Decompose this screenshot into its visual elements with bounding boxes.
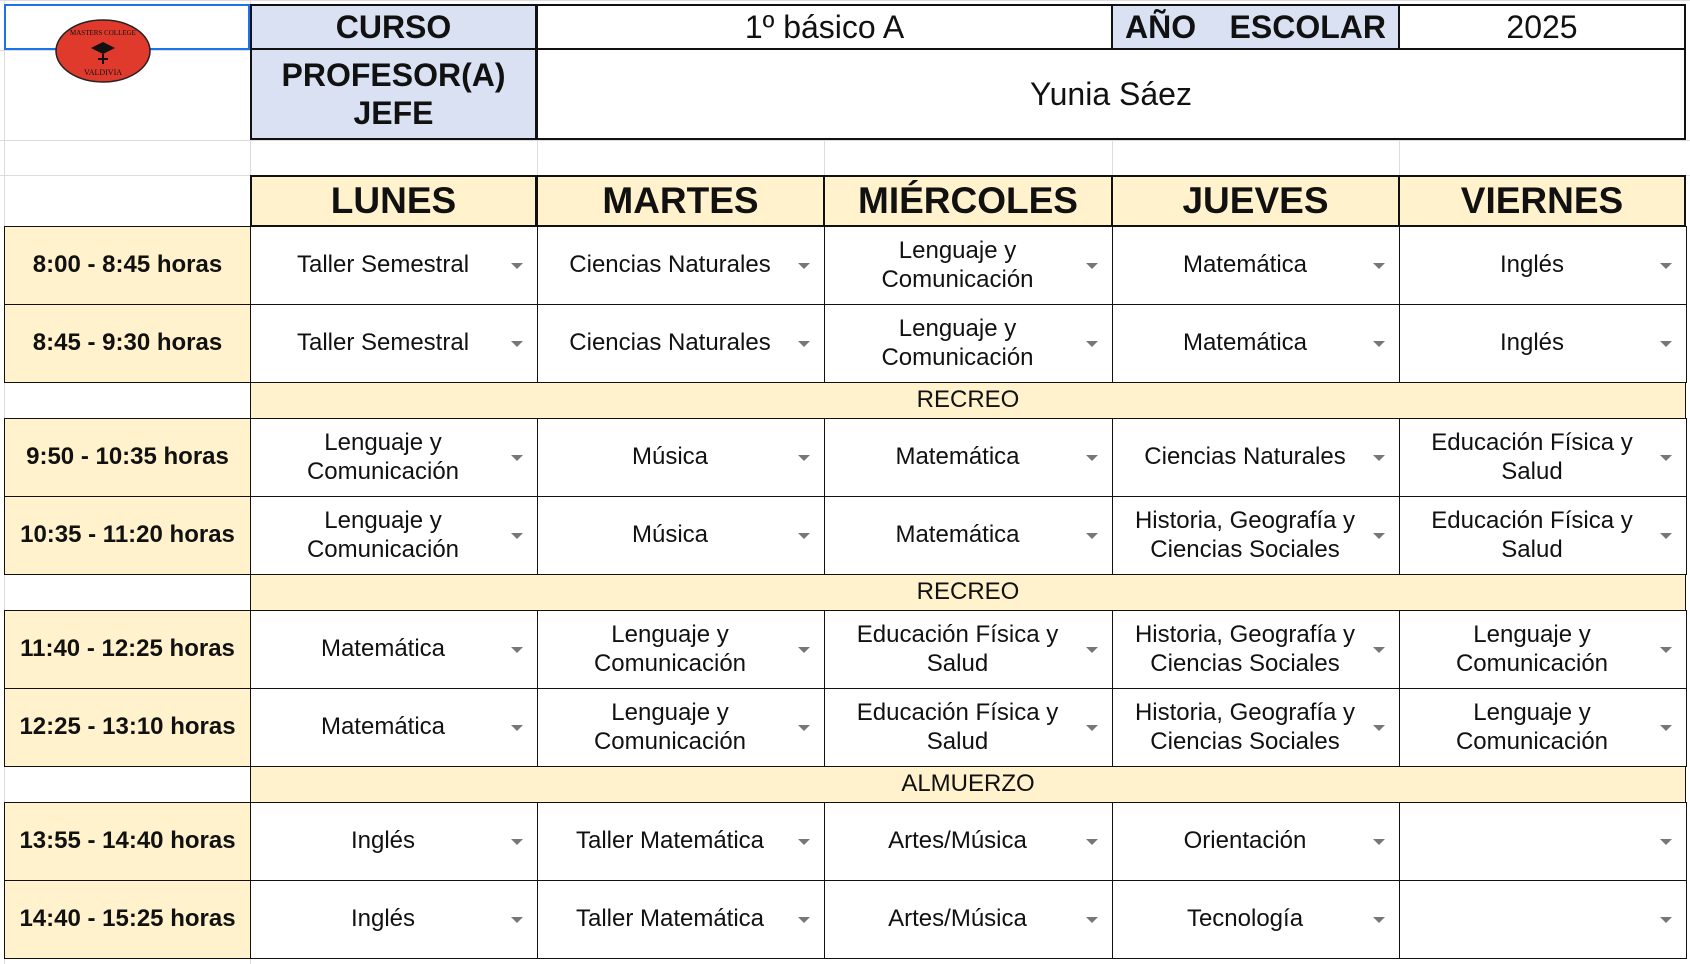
- day-header-martes: MARTES: [536, 175, 825, 227]
- grid-line: [0, 140, 1690, 141]
- dropdown-arrow-icon[interactable]: [511, 839, 523, 845]
- subject-label: Ciencias Naturales: [569, 329, 771, 357]
- dropdown-arrow-icon[interactable]: [1373, 263, 1385, 269]
- subject-label: Matemática: [1182, 329, 1308, 357]
- subject-label: Taller Semestral: [296, 329, 470, 357]
- logo-text-bottom: VALDIVIA: [83, 68, 123, 77]
- subject-label: Matemática: [895, 443, 1020, 471]
- subject-label: Lenguaje y Comunicación: [593, 620, 747, 677]
- dropdown-arrow-icon[interactable]: [1373, 917, 1385, 923]
- profesor-label: PROFESOR(A) JEFE: [250, 48, 537, 140]
- subject-dropdown[interactable]: [1399, 802, 1687, 881]
- day-header-jueves: JUEVES: [1111, 175, 1400, 227]
- time-slot: 9:50 - 10:35 horas: [4, 418, 251, 497]
- subject-dropdown[interactable]: [537, 610, 825, 689]
- subject-dropdown[interactable]: [1112, 418, 1400, 497]
- subject-dropdown[interactable]: [1112, 880, 1400, 959]
- time-slot: 8:45 - 9:30 horas: [4, 304, 251, 383]
- dropdown-arrow-icon[interactable]: [798, 647, 810, 653]
- break-row[interactable]: RECREO: [250, 574, 1686, 611]
- subject-label: Ciencias Naturales: [569, 251, 771, 279]
- dropdown-arrow-icon[interactable]: [798, 725, 810, 731]
- curso-label: CURSO: [250, 4, 537, 50]
- dropdown-arrow-icon[interactable]: [1660, 725, 1672, 731]
- curso-value[interactable]: 1º básico A: [536, 4, 1113, 50]
- subject-dropdown[interactable]: [537, 418, 825, 497]
- dropdown-arrow-icon[interactable]: [511, 725, 523, 731]
- subject-dropdown[interactable]: [824, 688, 1113, 767]
- subject-label: Música: [631, 521, 709, 549]
- subject-label: Lenguaje y Comunicación: [306, 428, 460, 485]
- subject-dropdown[interactable]: [824, 610, 1113, 689]
- break-row[interactable]: ALMUERZO: [250, 766, 1686, 803]
- dropdown-arrow-icon[interactable]: [798, 917, 810, 923]
- subject-dropdown[interactable]: [537, 226, 825, 305]
- subject-label: Taller Semestral: [296, 251, 470, 279]
- ano-escolar-label: [1111, 4, 1400, 50]
- school-logo: [54, 18, 152, 84]
- subject-dropdown[interactable]: [537, 880, 825, 959]
- subject-dropdown[interactable]: [250, 802, 538, 881]
- dropdown-arrow-icon[interactable]: [511, 533, 523, 539]
- subject-label: Educación Física y Salud: [1431, 428, 1633, 485]
- day-header-miercoles: MIÉRCOLES: [823, 175, 1113, 227]
- dropdown-arrow-icon[interactable]: [1086, 647, 1098, 653]
- subject-label: Historia, Geografía y Ciencias Sociales: [1134, 620, 1356, 677]
- subject-label: Historia, Geografía y Ciencias Sociales: [1134, 698, 1356, 755]
- subject-dropdown[interactable]: [537, 496, 825, 575]
- dropdown-arrow-icon[interactable]: [1086, 839, 1098, 845]
- subject-dropdown[interactable]: [250, 496, 538, 575]
- dropdown-arrow-icon[interactable]: [511, 455, 523, 461]
- dropdown-arrow-icon[interactable]: [798, 341, 810, 347]
- subject-dropdown[interactable]: [1399, 688, 1687, 767]
- subject-label: Inglés: [1499, 251, 1565, 279]
- dropdown-arrow-icon[interactable]: [511, 917, 523, 923]
- dropdown-arrow-icon[interactable]: [1660, 341, 1672, 347]
- dropdown-arrow-icon[interactable]: [1660, 263, 1672, 269]
- grid-line: [1399, 140, 1400, 175]
- subject-dropdown[interactable]: [537, 304, 825, 383]
- dropdown-arrow-icon[interactable]: [1086, 263, 1098, 269]
- subject-label: Inglés: [350, 905, 416, 933]
- subject-dropdown[interactable]: [250, 304, 538, 383]
- dropdown-arrow-icon[interactable]: [511, 341, 523, 347]
- escolar-label: ESCOLAR: [1229, 8, 1386, 45]
- dropdown-arrow-icon[interactable]: [1086, 725, 1098, 731]
- day-header-viernes: VIERNES: [1398, 175, 1686, 227]
- subject-label: Educación Física y Salud: [1431, 506, 1633, 563]
- ano-label: AÑO: [1125, 8, 1197, 45]
- time-slot: 10:35 - 11:20 horas: [4, 496, 251, 575]
- subject-dropdown[interactable]: [250, 418, 538, 497]
- subject-label: Matemática: [1182, 251, 1308, 279]
- subject-dropdown[interactable]: [1112, 226, 1400, 305]
- subject-label: Taller Matemática: [575, 905, 765, 933]
- subject-label: Música: [631, 443, 709, 471]
- subject-dropdown[interactable]: [1399, 226, 1687, 305]
- subject-label: Ciencias Naturales: [1144, 443, 1346, 471]
- subject-dropdown[interactable]: [1112, 304, 1400, 383]
- dropdown-arrow-icon[interactable]: [1660, 647, 1672, 653]
- dropdown-arrow-icon[interactable]: [1086, 533, 1098, 539]
- subject-label: Artes/Música: [888, 827, 1027, 855]
- subject-dropdown[interactable]: [824, 304, 1113, 383]
- subject-label: Lenguaje y Comunicación: [306, 506, 460, 563]
- grid-line: [824, 140, 825, 175]
- dropdown-arrow-icon[interactable]: [1086, 455, 1098, 461]
- subject-dropdown[interactable]: [1399, 304, 1687, 383]
- dropdown-arrow-icon[interactable]: [1660, 533, 1672, 539]
- subject-dropdown[interactable]: [537, 688, 825, 767]
- grid-line: [1112, 140, 1113, 175]
- subject-label: Lenguaje y Comunicación: [1455, 620, 1609, 677]
- dropdown-arrow-icon[interactable]: [511, 263, 523, 269]
- subject-label: Orientación: [1183, 827, 1307, 855]
- subject-label: Matemática: [320, 635, 446, 663]
- grid-line: [537, 140, 538, 175]
- subject-label: Inglés: [1499, 329, 1565, 357]
- subject-dropdown[interactable]: [1112, 688, 1400, 767]
- dropdown-arrow-icon[interactable]: [798, 533, 810, 539]
- subject-dropdown[interactable]: [250, 880, 538, 959]
- subject-label: Historia, Geografía y Ciencias Sociales: [1134, 506, 1356, 563]
- dropdown-arrow-icon[interactable]: [1373, 455, 1385, 461]
- subject-dropdown[interactable]: [824, 418, 1113, 497]
- dropdown-arrow-icon[interactable]: [798, 263, 810, 269]
- time-slot: 14:40 - 15:25 horas: [4, 880, 251, 959]
- subject-dropdown[interactable]: [250, 688, 538, 767]
- subject-label: Lenguaje y Comunicación: [881, 236, 1034, 293]
- subject-label: Lenguaje y Comunicación: [593, 698, 747, 755]
- subject-label: Artes/Música: [888, 905, 1027, 933]
- time-slot: 8:00 - 8:45 horas: [4, 226, 251, 305]
- subject-dropdown[interactable]: [1112, 610, 1400, 689]
- subject-dropdown[interactable]: [1112, 802, 1400, 881]
- time-slot: 11:40 - 12:25 horas: [4, 610, 251, 689]
- dropdown-arrow-icon[interactable]: [1373, 533, 1385, 539]
- subject-dropdown[interactable]: [824, 802, 1113, 881]
- subject-dropdown[interactable]: [1399, 496, 1687, 575]
- subject-dropdown[interactable]: [1399, 880, 1687, 959]
- dropdown-arrow-icon[interactable]: [511, 647, 523, 653]
- subject-label: Lenguaje y Comunicación: [1455, 698, 1609, 755]
- subject-label: Inglés: [350, 827, 416, 855]
- subject-label: Matemática: [895, 521, 1020, 549]
- grid-line: [0, 0, 1690, 1]
- logo-text-top: MASTERS COLLEGE: [70, 29, 136, 37]
- subject-label: Lenguaje y Comunicación: [881, 314, 1034, 371]
- subject-dropdown[interactable]: [537, 802, 825, 881]
- subject-label: Taller Matemática: [575, 827, 765, 855]
- subject-dropdown[interactable]: [250, 226, 538, 305]
- dropdown-arrow-icon[interactable]: [1660, 917, 1672, 923]
- break-row[interactable]: RECREO: [250, 382, 1686, 419]
- subject-label: Educación Física y Salud: [856, 698, 1059, 755]
- dropdown-arrow-icon[interactable]: [798, 455, 810, 461]
- dropdown-arrow-icon[interactable]: [798, 839, 810, 845]
- subject-label: Educación Física y Salud: [856, 620, 1059, 677]
- day-header-lunes: LUNES: [250, 175, 537, 227]
- subject-label: Matemática: [320, 713, 446, 741]
- dropdown-arrow-icon[interactable]: [1086, 917, 1098, 923]
- subject-dropdown[interactable]: [250, 610, 538, 689]
- time-slot: 13:55 - 14:40 horas: [4, 802, 251, 881]
- subject-dropdown[interactable]: [824, 496, 1113, 575]
- dropdown-arrow-icon[interactable]: [1373, 647, 1385, 653]
- subject-dropdown[interactable]: [1399, 610, 1687, 689]
- dropdown-arrow-icon[interactable]: [1660, 839, 1672, 845]
- ano-value[interactable]: 2025: [1398, 4, 1686, 50]
- subject-dropdown[interactable]: [1112, 496, 1400, 575]
- profesor-value[interactable]: Yunia Sáez: [536, 48, 1686, 140]
- dropdown-arrow-icon[interactable]: [1086, 341, 1098, 347]
- subject-label: Tecnología: [1186, 905, 1304, 933]
- dropdown-arrow-icon[interactable]: [1660, 455, 1672, 461]
- subject-dropdown[interactable]: [824, 226, 1113, 305]
- dropdown-arrow-icon[interactable]: [1373, 341, 1385, 347]
- subject-dropdown[interactable]: [824, 880, 1113, 959]
- time-slot: 12:25 - 13:10 horas: [4, 688, 251, 767]
- dropdown-arrow-icon[interactable]: [1373, 839, 1385, 845]
- subject-dropdown[interactable]: [1399, 418, 1687, 497]
- dropdown-arrow-icon[interactable]: [1373, 725, 1385, 731]
